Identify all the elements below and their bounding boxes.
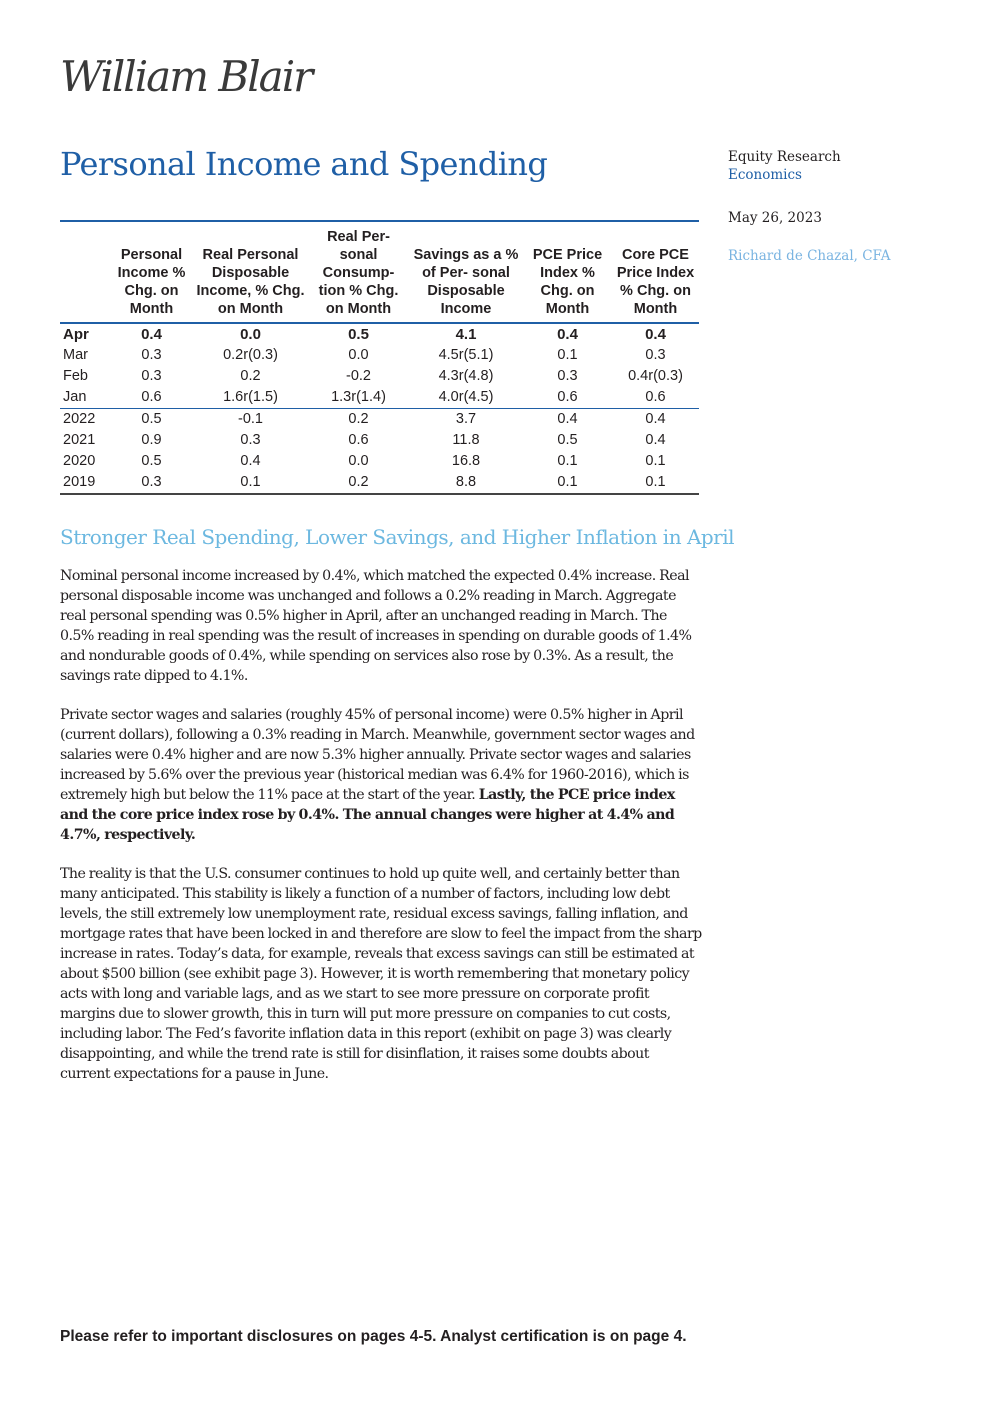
table-cell: 0.4 bbox=[557, 326, 578, 343]
table-cell: 0.0 bbox=[348, 453, 369, 469]
section-heading: Stronger Real Spending, Lower Savings, and Higher Inflation in April bbox=[60, 525, 735, 549]
table-row bbox=[60, 472, 699, 494]
table-cell: 0.4 bbox=[141, 326, 162, 343]
paragraph-income: Nominal personal income increased by 0.4%, which matched the expected 0.4% increase. Real personal disposable income was unchanged and follows a 0.2% reading in March. Aggregate real personal spending was 0.5% higher in April, after an unchanged reading in March. The 0.5% reading in real spending was the result of increases in spending on durable goods of 1.4% and nondurable goods of 0.4%, while spending on services also rose by 0.3%. As a result, the savings rate dipped to 4.1%. bbox=[60, 568, 692, 684]
department-label: Equity Research bbox=[728, 149, 841, 165]
table-cell: 16.8 bbox=[451, 453, 481, 469]
table-cell: 0.6 bbox=[348, 432, 369, 448]
table-cell: 0.3 bbox=[240, 432, 261, 448]
row-label: 2021 bbox=[63, 432, 96, 448]
table-cell: 0.5 bbox=[348, 326, 369, 343]
column-header: Core PCE Price Index % Chg. on Month bbox=[612, 221, 699, 323]
table-cell: 11.8 bbox=[452, 432, 480, 448]
table-cell: 0.5 bbox=[141, 453, 162, 469]
wages-text: Private sector wages and salaries (roughly 45% of personal income) were 0.5% higher in April (current dollars), following a 0.3% reading in March. Meanwhile, government sector wages and salaries were 0.4% higher and are now 5.3% higher annually. Private sector wages and salaries increased by 5.6% over the previous year (historical median was 6.4% for 1960-2016), which is extremely high but below the 11% pace at the start of the year. bbox=[60, 707, 695, 803]
table-cell: 0.2 bbox=[308, 409, 409, 431]
table-row bbox=[60, 451, 699, 472]
table-cell: 0.3 bbox=[110, 472, 193, 494]
table-cell: 1.6r(1.5) bbox=[223, 389, 278, 405]
column-header: Real Per- sonal Consump- tion % Chg. on Month bbox=[308, 221, 409, 323]
table-cell: 0.3 bbox=[141, 347, 162, 363]
table-cell: 0.5 bbox=[557, 432, 578, 448]
row-label: Mar bbox=[63, 347, 88, 363]
table-cell: 0.4 bbox=[645, 326, 666, 343]
table-cell: 0.4 bbox=[612, 409, 699, 431]
table-cell: 0.3 bbox=[557, 368, 578, 384]
table-cell: 0.2 bbox=[240, 368, 261, 384]
table-cell: 0.6 bbox=[645, 389, 666, 405]
table-cell: 0.6 bbox=[557, 389, 578, 405]
table-cell: 0.4r(0.3) bbox=[628, 368, 683, 384]
table-cell: 0.6 bbox=[141, 389, 162, 405]
row-label: 2022 bbox=[60, 409, 110, 431]
table-cell: 4.3r(4.8) bbox=[438, 368, 494, 384]
row-label: Apr bbox=[63, 326, 89, 343]
column-header: Savings as a % of Per- sonal Disposable Income bbox=[409, 221, 523, 323]
table-cell: 0.4 bbox=[645, 432, 666, 448]
table-cell: 0.2 bbox=[308, 472, 409, 494]
disclosure-footer: Please refer to important disclosures on pages 4-5. Analyst certification is on page 4. bbox=[60, 1328, 687, 1345]
table-header-row bbox=[60, 221, 699, 323]
table-cell: 4.5r(5.1) bbox=[438, 347, 494, 363]
table-cell: 0.9 bbox=[141, 432, 162, 448]
table-row bbox=[60, 387, 699, 409]
table-row bbox=[60, 323, 699, 345]
column-header: Personal Income % Chg. on Month bbox=[110, 221, 193, 323]
table-cell: 0.4 bbox=[240, 453, 261, 469]
table-cell: 4.0r(4.5) bbox=[438, 389, 494, 405]
company-logo: William Blair bbox=[60, 52, 312, 101]
table-cell: 0.1 bbox=[557, 453, 578, 469]
table-cell: 0.0 bbox=[348, 347, 369, 363]
table-cell: 0.5 bbox=[110, 409, 193, 431]
table-cell: 3.7 bbox=[409, 409, 523, 431]
column-header bbox=[60, 221, 110, 323]
table-cell: 0.4 bbox=[523, 409, 612, 431]
table-cell: 4.1 bbox=[455, 326, 477, 343]
table-cell: 0.1 bbox=[557, 347, 578, 363]
paragraph-outlook: The reality is that the U.S. consumer continues to hold up quite well, and certainly better than many anticipated. This stability is likely a function of a number of factors, including low debt levels, the still extremely low unemployment rate, residual excess savings, falling inflation, and mortgage rates that have been locked in and therefore are slow to feel the impact from the sharp increase in rates. Today’s data, for example, reveals that excess savings can still be estimated at about $500 billion (see exhibit page 3). However, it is worth remembering that monetary policy acts with long and variable lags, and as we start to see more pressure on corporate profit margins due to slower growth, this in turn will put more pressure on companies to cut costs, including labor. The Fed’s favorite inflation data in this report (exhibit on page 3) was clearly disappointing, and while the trend rate is still for disinflation, it raises some doubts about current expectations for a pause in June. bbox=[60, 866, 702, 1082]
table-cell: 0.1 bbox=[612, 472, 699, 494]
column-header: Real Personal Disposable Income, % Chg. on Month bbox=[193, 221, 308, 323]
table-row bbox=[60, 345, 699, 366]
table-cell: -0.2 bbox=[346, 368, 371, 384]
table-cell: 1.3r(1.4) bbox=[331, 389, 386, 405]
paragraph-wages bbox=[60, 705, 702, 845]
sector-label: Economics bbox=[728, 167, 802, 183]
table-cell: 0.1 bbox=[193, 472, 308, 494]
table-cell: 0.0 bbox=[240, 326, 261, 343]
table-cell: 0.1 bbox=[645, 453, 666, 469]
report-title: Personal Income and Spending bbox=[60, 145, 548, 183]
row-label: Jan bbox=[63, 389, 87, 405]
table-cell: 0.1 bbox=[523, 472, 612, 494]
report-date: May 26, 2023 bbox=[728, 210, 822, 226]
row-label: 2019 bbox=[60, 472, 110, 494]
row-label: 2020 bbox=[63, 453, 96, 469]
row-label: Feb bbox=[63, 368, 88, 384]
table-row bbox=[60, 366, 699, 387]
report-sidebar bbox=[728, 148, 891, 264]
inflation-highlight: Lastly, the PCE price index and the core price index rose by 0.4%. The annual changes were higher at 4.4% and 4.7%, respectively. bbox=[60, 787, 675, 843]
table-cell: 8.8 bbox=[409, 472, 523, 494]
table-cell: 0.3 bbox=[645, 347, 666, 363]
article-body bbox=[60, 566, 702, 1103]
income-spending-table bbox=[60, 220, 699, 495]
analyst-name: Richard de Chazal, CFA bbox=[728, 248, 891, 264]
table-cell: -0.1 bbox=[193, 409, 308, 431]
column-header: PCE Price Index % Chg. on Month bbox=[523, 221, 612, 323]
table-cell: 0.3 bbox=[141, 368, 162, 384]
table-row bbox=[60, 409, 699, 431]
table-cell: 0.2r(0.3) bbox=[223, 347, 278, 363]
table-row bbox=[60, 430, 699, 451]
